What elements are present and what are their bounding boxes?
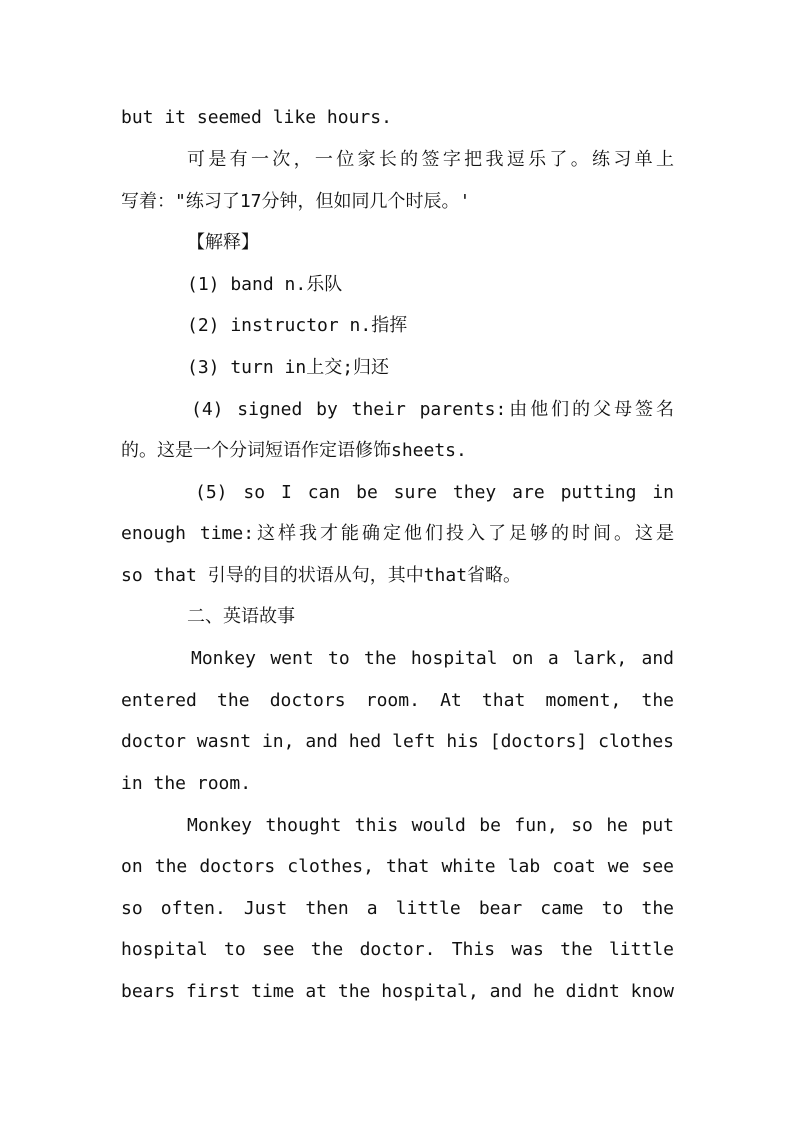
text-line: Monkey thought this would be fun, so he put (187, 815, 674, 836)
text-line: hospital to see the doctor. This was the little (121, 939, 674, 960)
text-line: doctor wasnt in, and hed left his [doctors] clothes (121, 731, 674, 752)
text-line: (1) band n.乐队 (187, 274, 343, 295)
text-line: entered the doctors room. At that moment, the (121, 690, 674, 711)
text-line: (2) instructor n.指挥 (187, 315, 408, 336)
text-line: so often. Just then a little bear came to the (121, 898, 674, 919)
section-heading: 【解释】 (187, 232, 259, 253)
text-line: (4) signed by their parents:由他们的父母签名 (191, 399, 674, 420)
text-line: (3) turn in上交;归还 (187, 357, 390, 378)
text-line: enough time:这样我才能确定他们投入了足够的时间。这是 (121, 523, 674, 544)
text-line: (5) so I can be sure they are putting in (195, 482, 674, 503)
text-line: Monkey went to the hospital on a lark, and (191, 648, 674, 669)
text-line: bears first time at the hospital, and he didnt know (121, 981, 674, 1002)
text-line: on the doctors clothes, that white lab coat we see (121, 856, 674, 877)
text-line: 的。这是一个分词短语作定语修饰sheets. (121, 440, 467, 461)
text-line: but it seemed like hours. (121, 107, 392, 128)
text-line: in the room. (121, 773, 252, 794)
text-line: so that 引导的目的状语从句，其中that省略。 (121, 565, 522, 586)
section-heading: 二、英语故事 (187, 606, 295, 627)
text-line: 写着："练习了17分钟，但如同几个时辰。' (121, 191, 471, 212)
text-line: 可是有一次，一位家长的签字把我逗乐了。练习单上 (187, 149, 674, 170)
